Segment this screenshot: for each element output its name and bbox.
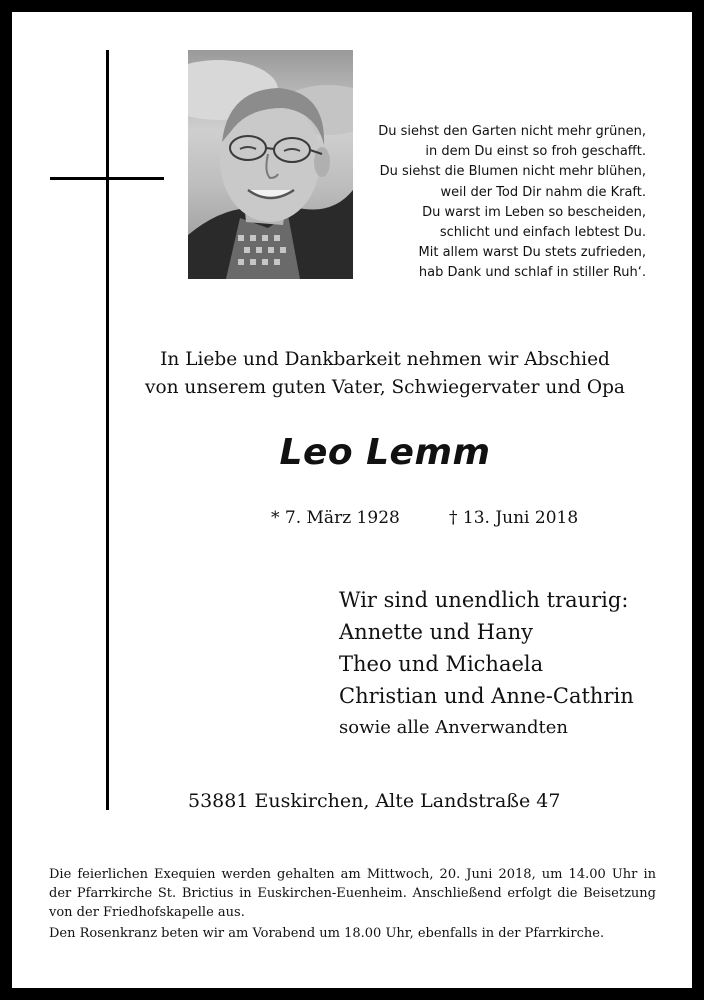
poem-line: Du warst im Leben so bescheiden, [422,204,646,220]
poem-line: Du siehst die Blumen nicht mehr blühen, [379,164,646,180]
deceased-name: Leo Lemm [279,432,491,473]
poem-line: weil der Tod Dir nahm die Kraft. [440,184,646,200]
poem-line: hab Dank und schlaf in stiller Ruh‘. [418,265,646,281]
poem-line: Du siehst den Garten nicht mehr grünen, [378,124,646,139]
life-dates [271,508,632,528]
intro-line: von unserem guten Vater, Schwiegervater und Opa [145,377,625,398]
mourners-heading: Wir sind unendlich traurig: [339,588,629,612]
family-address: 53881 Euskirchen, Alte Landstraße 47 [188,790,561,812]
death-date: † 13. Juni 2018 [449,508,579,528]
poem [326,122,646,284]
farewell-intro [12,346,692,402]
birth-date: * 7. März 1928 [271,508,400,528]
mourner-name: Theo und Michaela [339,652,544,676]
mourner-name: Christian und Anne-Cathrin [339,684,634,708]
notice-paragraph: Die feierlichen Exequien werden gehalten am Mittwoch, 20. Juni 2018, um 14.00 Uhr in der Pfarrkirche St. Brictius in Euskirchen-Euenheim. Anschließend erfolgt die Beisetzung von der Friedhofskapelle aus. [49,867,656,920]
intro-line: In Liebe und Dankbarkeit nehmen wir Abschied [160,349,610,370]
notice-paragraph: Den Rosenkranz beten wir am Vorabend um 18.00 Uhr, ebenfalls in der Pfarrkirche. [49,926,605,941]
poem-line: Mit allem warst Du stets zufrieden, [418,245,646,261]
poem-line: schlicht und einfach lebtest Du. [439,225,646,241]
cross-horizontal-bar [50,177,164,180]
mourner-name: Annette und Hany [339,620,534,644]
service-notice [49,865,656,943]
cross-vertical-bar [106,50,109,810]
poem-line: in dem Du einst so froh geschafft. [425,144,646,160]
mourners-closing: sowie alle Anverwandten [339,717,568,738]
mourners-list [339,584,634,744]
